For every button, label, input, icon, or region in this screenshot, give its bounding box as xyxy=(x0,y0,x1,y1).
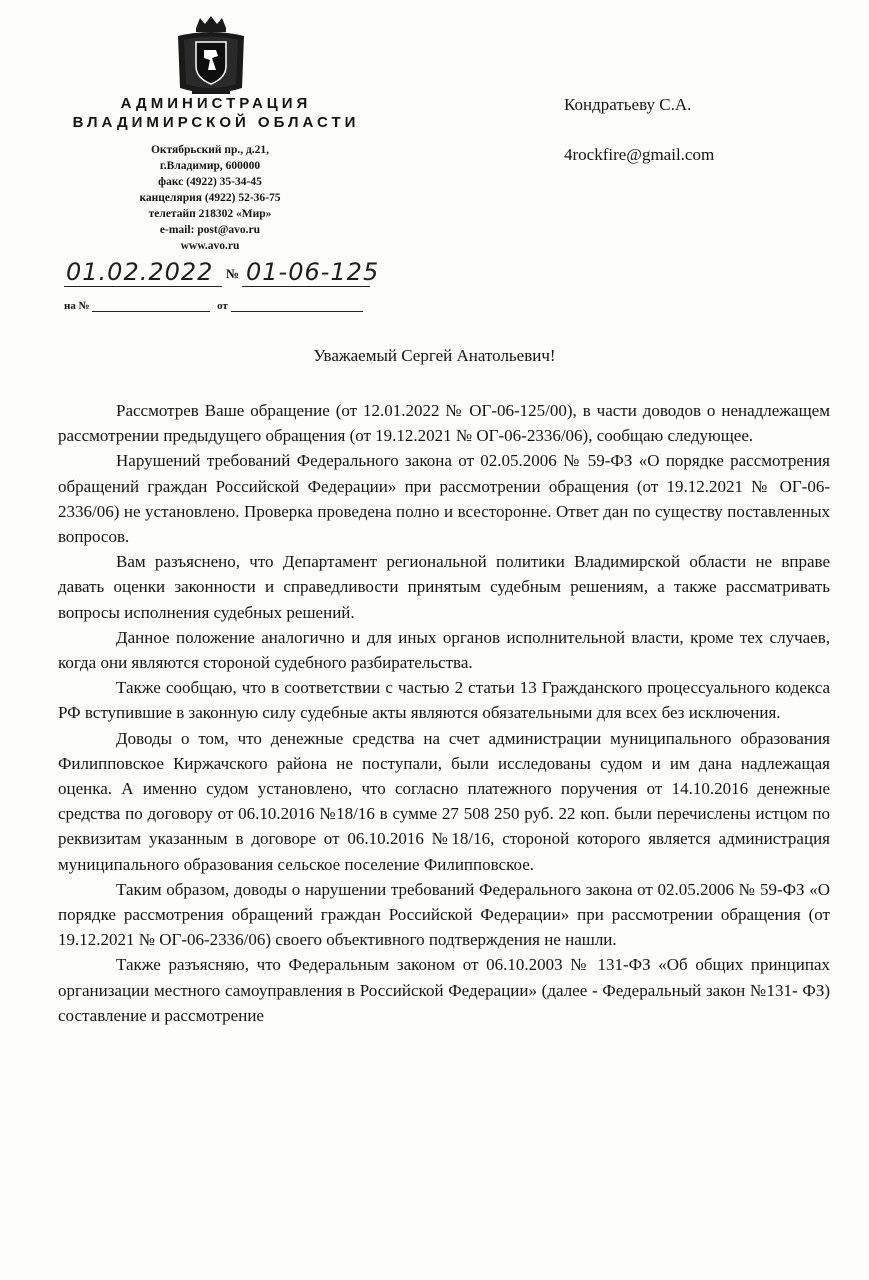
paragraph: Также сообщаю, что в соответствии с частью 2 статьи 13 Гражданского процессуального кодекса РФ вступившие в законную силу судебные акты являются обязательными для всех без исключения. xyxy=(58,678,830,723)
paragraph: Рассмотрев Ваше обращение (от 12.01.2022 № ОГ-06-125/00), в части доводов о ненадлежащем рассмотрении предыдущего обращения (от 19.12.2021 № ОГ-06-2336/06), сообщаю следующее. xyxy=(58,401,830,446)
recipient-block xyxy=(564,93,714,167)
org-name-line1: АДМИНИСТРАЦИЯ xyxy=(120,95,312,112)
teletype: телетайп 218302 «Мир» xyxy=(148,208,272,220)
number-label: № xyxy=(226,266,240,281)
ref-date-blank xyxy=(231,300,363,312)
coat-of-arms-emblem xyxy=(172,14,250,96)
ref-ot-label: от xyxy=(217,300,228,312)
office-phone: канцелярия (4922) 52-36-75 xyxy=(139,192,281,204)
org-email: e-mail: post@avo.ru xyxy=(159,224,261,236)
paragraph: Данное положение аналогично и для иных органов исполнительной власти, кроме тех случаев, когда они являются стороной судебного разбирательства. xyxy=(58,627,830,673)
organization-name xyxy=(40,94,392,132)
paragraph: Также разъясняю, что Федеральным законом от 06.10.2003 № 131-ФЗ «Об общих принципах организации местного самоуправления в Российской Федерации» (далее - Федеральный закон №131- ФЗ) составление и рассмотрение xyxy=(58,955,830,1025)
salutation: Уважаемый Сергей Анатольевич! xyxy=(313,346,556,365)
number-underline xyxy=(242,286,370,287)
org-name-line2: ВЛАДИМИРСКОЙ ОБЛАСТИ xyxy=(72,114,360,131)
paragraph: Нарушений требований Федерального закона от 02.05.2006 № 59-ФЗ «О порядке рассмотрения обращений граждан Российской Федерации» при рассмотрении обращения (от 19.12.2021 № ОГ-06-2336/06) не установлено. Проверка проведена полно и всесторонне. Ответ дан по существу поставленных вопросов. xyxy=(58,451,830,547)
date-underline xyxy=(64,286,222,287)
ref-na-label: на № xyxy=(64,300,90,312)
paragraph: Доводы о том, что денежные средства на счет администрации муниципального образования Филипповское Киржачского района не поступали, были исследованы судом и им дана надлежащая оценка. А именно судом установлено, что согласно платежного поручения от 14.10.2016 денежные средства по договору от 06.10.2016 №18/16 в сумме 27 508 250 руб. 22 коп. были перечислены истцом по реквизитам указанным в договоре от 06.10.2016 №18/16, стороной которого является администрация муниципального образования сельское поселение Филипповское. xyxy=(58,728,830,874)
ref-number-blank xyxy=(92,300,210,312)
reference-line xyxy=(64,300,374,312)
fax: факс (4922) 35-34-45 xyxy=(158,176,262,188)
paragraph: Вам разъяснено, что Департамент региональной политики Владимирской области не вправе давать оценки законности и справедливости принятым судебным решениям, а также рассматривать вопросы исполнения судебных решений. xyxy=(58,552,830,622)
letter-body xyxy=(58,398,830,1028)
recipient-email: 4rockfire@gmail.com xyxy=(564,145,715,164)
paragraph: Таким образом, доводы о нарушении требований Федерального закона от 02.05.2006 № 59-ФЗ «О порядке рассмотрения обращений граждан Российской Федерации» при рассмотрении обращения (от 19.12.2021 № ОГ-06-2336/06) своего объективного подтверждения не нашли. xyxy=(58,879,830,950)
recipient-name: Кондратьеву С.А. xyxy=(564,95,692,114)
address-city: г.Владимир, 600000 xyxy=(159,160,261,172)
address-street: Октябрьский пр., д.21, xyxy=(150,144,270,156)
organization-contact-details xyxy=(95,142,325,254)
org-website: www.avo.ru xyxy=(180,240,240,252)
handwritten-date: 01.02.2022 xyxy=(66,258,214,286)
handwritten-number: 01-06-125 xyxy=(246,258,380,286)
outgoing-date-number xyxy=(64,252,384,292)
